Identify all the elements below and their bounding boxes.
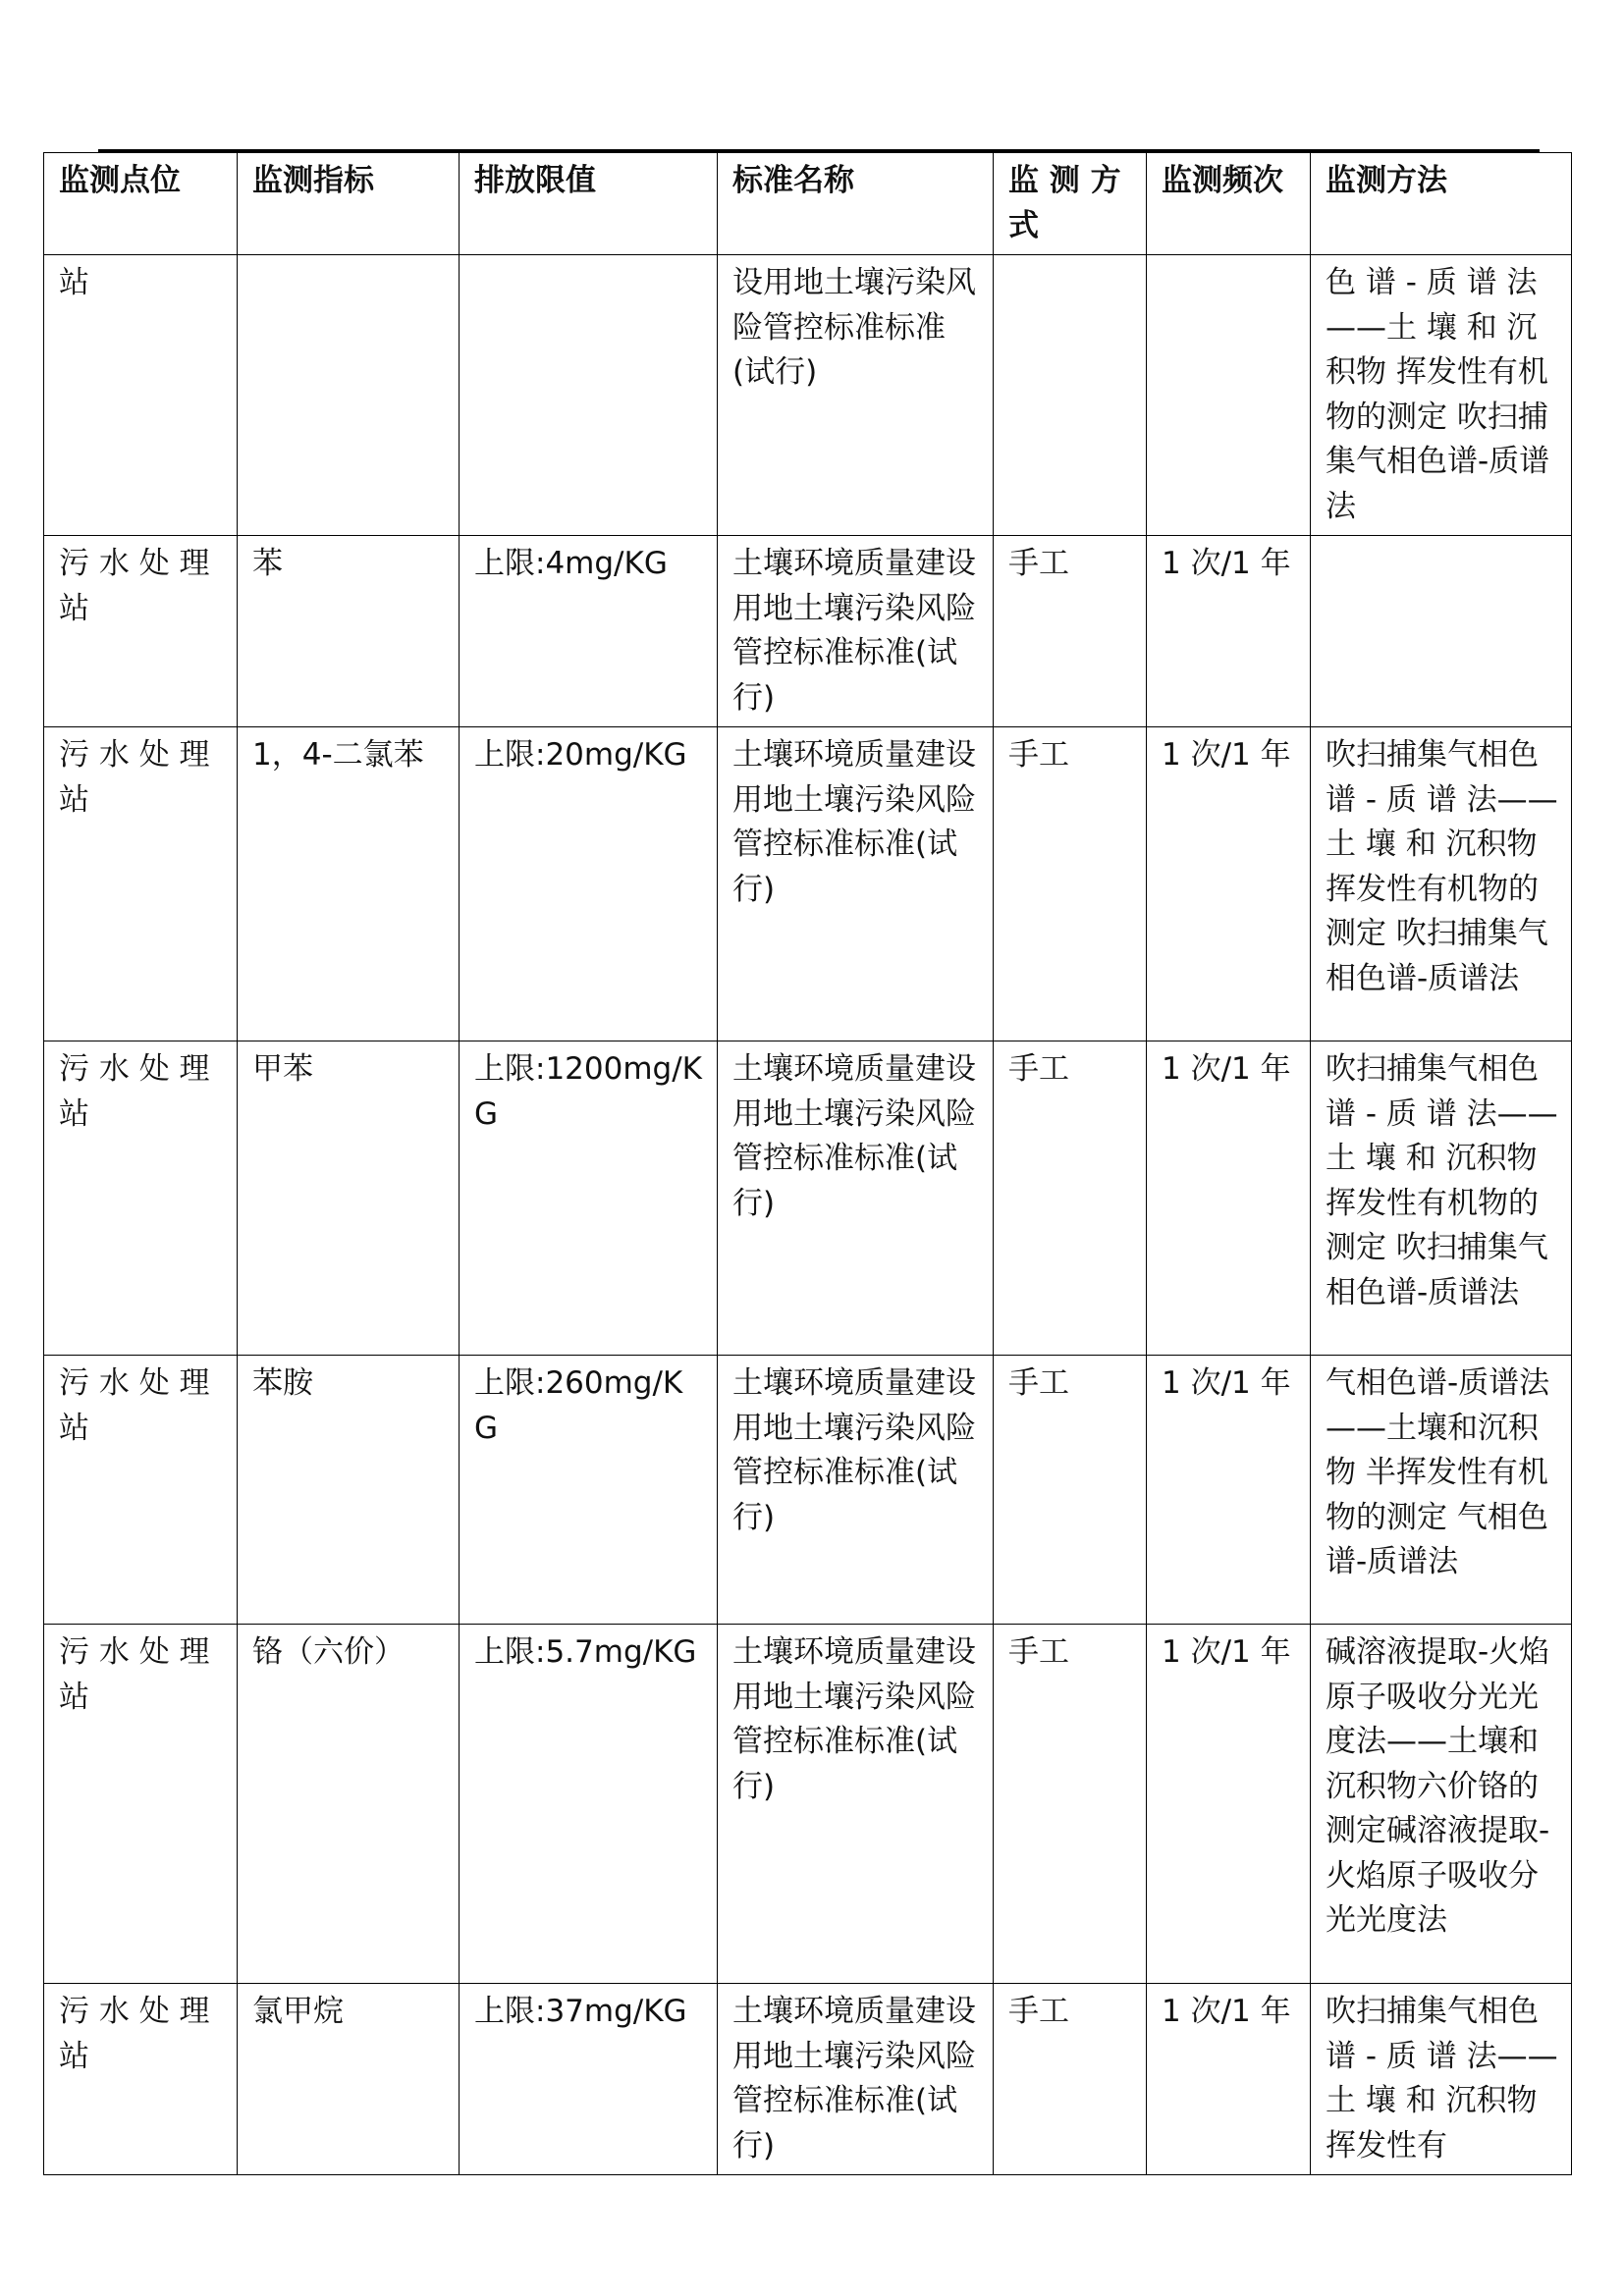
cell-location: 污 水 处 理站 (44, 1041, 238, 1356)
cell-standard: 土壤环境质量建设用地土壤污染风险管控标准标准(试行) (718, 1356, 994, 1625)
cell-indicator: 铬（六价） (238, 1625, 460, 1984)
cell-location: 污 水 处 理站 (44, 536, 238, 727)
cell-method (1311, 536, 1572, 727)
cell-frequency: 1 次/1 年 (1147, 1041, 1311, 1356)
cell-limit: 上限:5.7mg/KG (460, 1625, 718, 1984)
cell-limit: 上限:37mg/KG (460, 1984, 718, 2175)
table-row (44, 727, 1572, 1041)
cell-mode: 手工 (994, 1625, 1147, 1984)
cell-mode: 手工 (994, 1356, 1147, 1625)
table-row (44, 255, 1572, 536)
header-indicator: 监测指标 (238, 153, 460, 255)
cell-standard: 土壤环境质量建设用地土壤污染风险管控标准标准(试行) (718, 1625, 994, 1984)
table-row (44, 1625, 1572, 1984)
cell-limit: 上限:260mg/KG (460, 1356, 718, 1625)
cell-limit: 上限:1200mg/KG (460, 1041, 718, 1356)
table-row (44, 1356, 1572, 1625)
cell-method: 吹扫捕集气相色 谱 - 质 谱 法——土 壤 和 沉积物 挥发性有 (1311, 1984, 1572, 2175)
cell-mode: 手工 (994, 1984, 1147, 2175)
cell-indicator: 1，4-二氯苯 (238, 727, 460, 1041)
cell-standard: 土壤环境质量建设用地土壤污染风险管控标准标准(试行) (718, 536, 994, 727)
cell-indicator (238, 255, 460, 536)
cell-location: 污 水 处 理站 (44, 1356, 238, 1625)
cell-method: 色 谱 - 质 谱 法——土 壤 和 沉积物 挥发性有机物的测定 吹扫捕集气相色谱-质谱法 (1311, 255, 1572, 536)
table-row (44, 536, 1572, 727)
cell-frequency: 1 次/1 年 (1147, 536, 1311, 727)
cell-method: 碱溶液提取-火焰原子吸收分光光度法——土壤和沉积物六价铬的测定碱溶液提取-火焰原子吸收分光光度法 (1311, 1625, 1572, 1984)
header-location: 监测点位 (44, 153, 238, 255)
cell-standard: 土壤环境质量建设用地土壤污染风险管控标准标准(试行) (718, 1984, 994, 2175)
cell-frequency: 1 次/1 年 (1147, 1625, 1311, 1984)
cell-limit: 上限:4mg/KG (460, 536, 718, 727)
table-row (44, 1984, 1572, 2175)
cell-location: 污 水 处 理站 (44, 1984, 238, 2175)
cell-location: 污 水 处 理站 (44, 1625, 238, 1984)
header-frequency: 监测频次 (1147, 153, 1311, 255)
cell-method: 气相色谱-质谱法——土壤和沉积物 半挥发性有机物的测定 气相色谱-质谱法 (1311, 1356, 1572, 1625)
cell-method: 吹扫捕集气相色 谱 - 质 谱 法——土 壤 和 沉积物 挥发性有机物的测定 吹扫捕集气相色谱-质谱法 (1311, 1041, 1572, 1356)
cell-mode: 手工 (994, 1041, 1147, 1356)
header-limit: 排放限值 (460, 153, 718, 255)
cell-location: 污 水 处 理站 (44, 727, 238, 1041)
cell-frequency: 1 次/1 年 (1147, 1984, 1311, 2175)
cell-standard: 设用地土壤污染风险管控标准标准(试行) (718, 255, 994, 536)
cell-frequency (1147, 255, 1311, 536)
cell-indicator: 氯甲烷 (238, 1984, 460, 2175)
cell-limit (460, 255, 718, 536)
cell-indicator: 甲苯 (238, 1041, 460, 1356)
cell-frequency: 1 次/1 年 (1147, 727, 1311, 1041)
cell-mode: 手工 (994, 536, 1147, 727)
cell-location: 站 (44, 255, 238, 536)
cell-frequency: 1 次/1 年 (1147, 1356, 1311, 1625)
cell-method: 吹扫捕集气相色 谱 - 质 谱 法——土 壤 和 沉积物 挥发性有机物的测定 吹扫捕集气相色谱-质谱法 (1311, 727, 1572, 1041)
header-standard: 标准名称 (718, 153, 994, 255)
header-mode: 监 测 方 式 (994, 153, 1147, 255)
monitoring-table (43, 152, 1572, 2175)
table-row (44, 1041, 1572, 1356)
header-method: 监测方法 (1311, 153, 1572, 255)
cell-standard: 土壤环境质量建设用地土壤污染风险管控标准标准(试行) (718, 727, 994, 1041)
table-header-row (44, 153, 1572, 255)
cell-mode: 手工 (994, 727, 1147, 1041)
cell-limit: 上限:20mg/KG (460, 727, 718, 1041)
cell-indicator: 苯 (238, 536, 460, 727)
cell-indicator: 苯胺 (238, 1356, 460, 1625)
cell-mode (994, 255, 1147, 536)
cell-standard: 土壤环境质量建设用地土壤污染风险管控标准标准(试行) (718, 1041, 994, 1356)
